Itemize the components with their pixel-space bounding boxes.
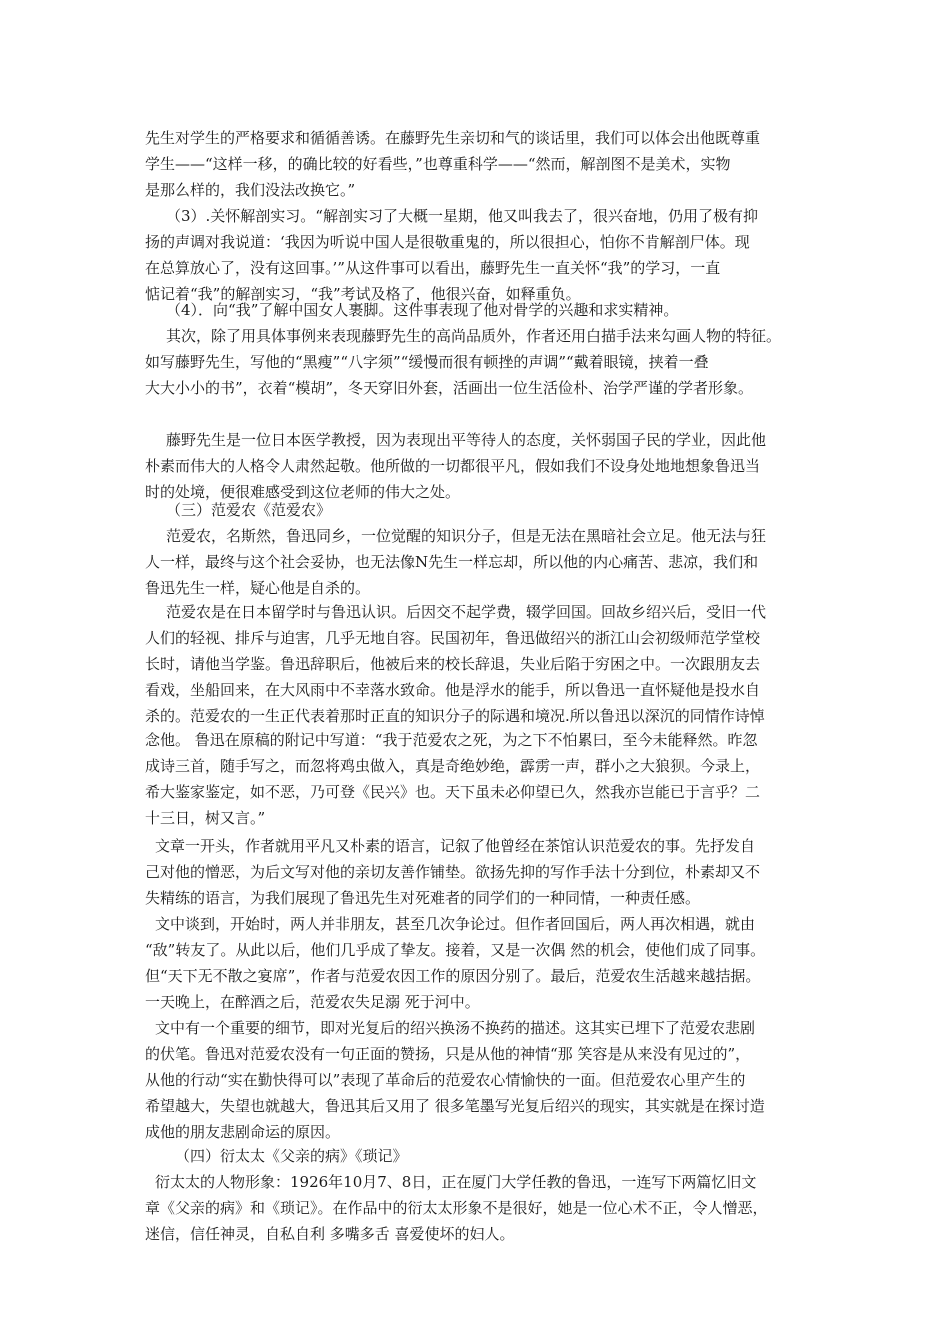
text-line: 念他。 鲁迅在原稿的附记中写道：“我于范爱农之死，为之下不怕累曰，至今未能释然。昨忽 [145, 731, 758, 749]
text-line: 先生对学生的严格要求和循循善诱。在藤野先生亲切和气的谈话里，我们可以体会出他既尊重 [145, 129, 761, 147]
text-line: 杀的。范爱农的一生正代表着那时正直的知识分子的际遇和境况.所以鲁迅以深沉的同情作诗悼 [145, 707, 765, 725]
text-line: 文中谈到，开始时，两人并非朋友，甚至几次争论过。但作者回国后，两人再次相遇，就由 [155, 915, 756, 933]
text-line: 其次，除了用具体事例来表现藤野先生的高尚品质外，作者还用白描手法来勾画人物的特征。 [166, 327, 782, 345]
text-line: 成他的朋友悲剧命运的原因。 [145, 1123, 341, 1141]
text-line: 是那么样的，我们没法改换它。” [145, 181, 356, 199]
text-line: 希大鉴家鉴定，如不恶，乃可登《民兴》也。天下虽未必仰望已久，然我亦岂能已于言乎？二 [145, 783, 761, 801]
text-line: 鲁迅先生一样，疑心他是自杀的。 [145, 579, 371, 597]
text-line: 范爱农是在日本留学时与鲁迅认识。后因交不起学费，辍学回国。回故乡绍兴后，受旧一代 [166, 603, 767, 621]
text-line: 失精练的语言，为我们展现了鲁迅先生对死难者的同学们的一种同情，一种责任感。 [145, 889, 701, 907]
text-line: 人们的轻视、排斥与迫害，几乎无地自容。民国初年，鲁迅做绍兴的浙江山会初级师范学堂校 [145, 629, 761, 647]
section-heading: （四）衍太太《父亲的病》《琐记》 [175, 1147, 408, 1165]
text-line: 扬的声调对我说道：‘我因为听说中国人是很敬重鬼的，所以很担心，怕你不肯解剖尸体。现 [145, 233, 750, 251]
text-line: 范爱农，名斯然，鲁迅同乡，一位觉醒的知识分子，但是无法在黑暗社会立足。他无法与狂 [166, 527, 767, 545]
text-line: 希望越大，失望也就越大，鲁迅其后又用了 很多笔墨写光复后绍兴的现实，其实就是在探讨造 [145, 1097, 765, 1115]
text-line: 长时，请他当学鉴。鲁迅辞职后，他被后来的校长辞退，失业后陷于穷困之中。一次跟朋友去 [145, 655, 761, 673]
text-line: （4）．向“我”了解中国女人裹脚。这件事表现了他对骨学的兴趣和求实精神。 [166, 301, 679, 319]
text-line: 章《父亲的病》和《琐记》。在作品中的衍太太形象不是很好，她是一位心术不正，令人憎恶， [145, 1199, 768, 1217]
text-line: 朴素而伟大的人格令人肃然起敬。他所做的一切都很平凡，假如我们不设身处地地想象鲁迅当 [145, 457, 761, 475]
text-line: 但“天下无不散之宴席”，作者与范爱农因工作的原因分别了。最后，范爱农生活越来越拮据。 [145, 967, 761, 985]
text-line: 一天晚上，在醉酒之后，范爱农失足溺 死于河中。 [145, 993, 480, 1011]
text-line: 学生——“这样一移，的确比较的好看些，”也尊重科学——“然而，解剖图不是美术，实物 [145, 155, 731, 173]
text-line: 迷信，信任神灵，自私自利 多嘴多舌 喜爱使坏的妇人。 [145, 1225, 515, 1243]
text-line: 衍太太的人物形象：1926年10月7、8日，正在厦门大学任教的鲁迅，一连写下两篇忆旧文 [155, 1173, 757, 1191]
text-line: 看戏，坐船回来，在大风雨中不幸落水致命。他是浮水的能手，所以鲁迅一直怀疑他是投水自 [145, 681, 761, 699]
text-line: “敌”转友了。从此以后，他们几乎成了挚友。接着，又是一次偶 然的机会，使他们成了同事。 [145, 941, 766, 959]
section-heading: （三）范爱农《范爱农》 [166, 501, 332, 519]
text-line: 文章一开头，作者就用平凡又朴素的语言，记叙了他曾经在茶馆认识范爱农的事。先抒发自 [155, 837, 756, 855]
text-line: 在总算放心了，没有这回事。’”从这件事可以看出，藤野先生一直关怀“我”的学习，一直 [145, 259, 721, 277]
text-line: 成诗三首，随手写之，而忽将鸡虫做入，真是奇绝妙绝，霹雳一声，群小之大狼狈。今录上， [145, 757, 761, 775]
text-line: 惦记着“我”的解剖实习，“我”考试及格了，他很兴奋，如释重负。 [145, 285, 581, 303]
text-line: 人一样，最终与这个社会妥协，也无法像N先生一样忘却，所以他的内心痛苦、悲凉，我们和 [145, 553, 759, 571]
text-line: 如写藤野先生，写他的“黑瘦”“八字须”“缓慢而很有顿挫的声调”“戴着眼镜，挟着一叠 [145, 353, 709, 371]
text-line: 时的处境，便很难感受到这位老师的伟大之处。 [145, 483, 461, 501]
text-line: 的伏笔。鲁迅对范爱农没有一句正面的赞扬，只是从他的神情“那 笑容是从来没有见过的”， [145, 1045, 751, 1063]
text-line: 藤野先生是一位日本医学教授，因为表现出平等待人的态度，关怀弱国子民的学业，因此他 [166, 431, 767, 449]
text-line: 文中有一个重要的细节，即对光复后的绍兴换汤不换药的描述。这其实已埋下了范爱农悲剧 [155, 1019, 756, 1037]
text-line: 己对他的憎恶，为后文写对他的亲切友善作铺垫。欲扬先抑的写作手法十分到位，朴素却又不 [145, 863, 761, 881]
text-line: （3）.关怀解剖实习。“解剖实习了大概一星期，他又叫我去了，很兴奋地，仍用了极有抑 [166, 207, 758, 225]
text-line: 大大小小的书”，衣着“模胡”，冬天穿旧外套，活画出一位生活俭朴、治学严谨的学者形象。 [145, 379, 754, 397]
text-line: 十三日，树又言。” [145, 809, 266, 827]
text-line: 从他的行动“实在勤快得可以”表现了革命后的范爱农心情愉快的一面。但范爱农心里产生的 [145, 1071, 746, 1089]
